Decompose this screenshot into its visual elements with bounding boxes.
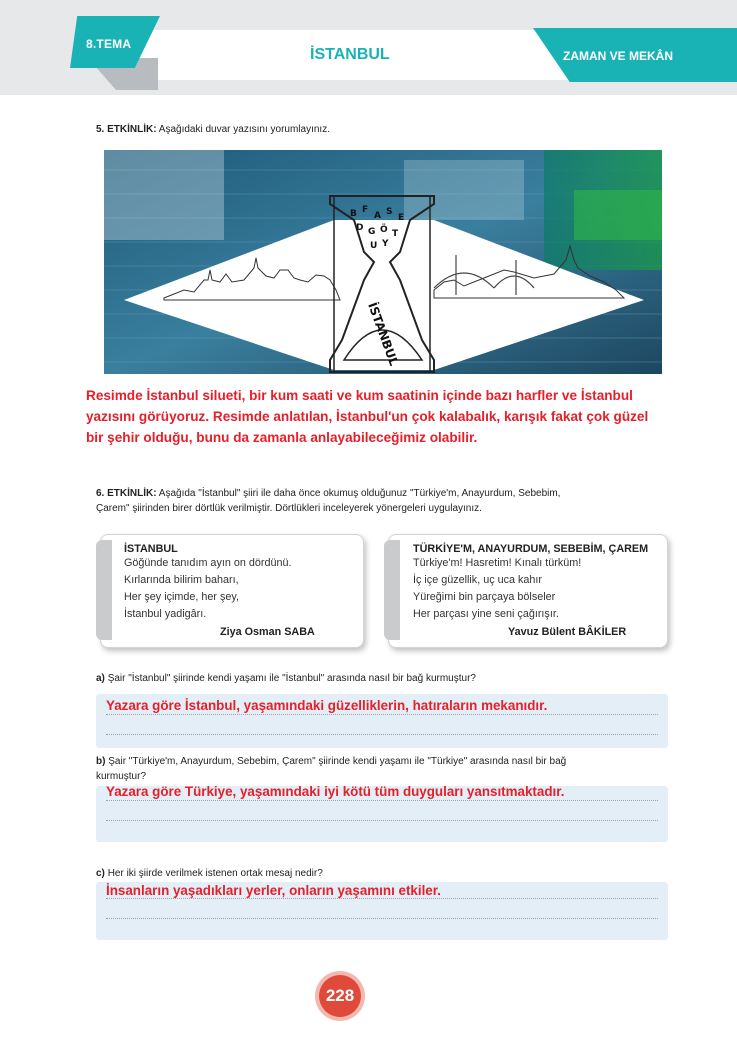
- activity5-answer: [86, 385, 686, 448]
- poem-turkiyem: [413, 543, 663, 623]
- section-label: ZAMAN VE MEKÂN: [563, 49, 673, 63]
- question-text: Şair "Türkiye'm, Anayurdum, Sebebim, Çarem" şiirinde kendi yaşamı ile "Türkiye" arasında nasıl bir bağ: [108, 756, 567, 767]
- question-text: Her iki şiirde verilmek istenen ortak mesaj nedir?: [107, 868, 323, 879]
- svg-text:G: G: [368, 227, 376, 237]
- activity5-instruction: Aşağıdaki duvar yazısını yorumlayınız.: [158, 124, 330, 135]
- question-b: [96, 754, 670, 784]
- question-label: c): [96, 868, 105, 879]
- svg-text:T: T: [392, 229, 399, 239]
- question-text: kurmuştur?: [96, 771, 147, 782]
- activity6-label: 6. ETKİNLİK:: [96, 488, 157, 499]
- poem-author: Ziya Osman SABA: [220, 626, 315, 638]
- question-text: Şair "İstanbul" şiirinde kendi yaşamı ile "İstanbul" arasında nasıl bir bağ kurmuştur?: [107, 673, 476, 684]
- poem-line: İç içe güzellik, uç uca kahır: [413, 574, 543, 586]
- svg-text:B: B: [350, 209, 357, 219]
- question-c: [96, 866, 676, 881]
- poem-line: Kırlarında bilirim baharı,: [124, 574, 239, 586]
- dotted-line: [106, 820, 658, 821]
- poem-line: İstanbul yadigârı.: [124, 608, 207, 620]
- page-title: İSTANBUL: [310, 46, 390, 63]
- poem-title: İSTANBUL: [124, 543, 178, 555]
- answer-b: Yazara göre Türkiye, yaşamındaki iyi kötü tüm duyguları yansıtmaktadır.: [106, 784, 565, 799]
- theme-label: 8.TEMA: [86, 37, 132, 51]
- activity5-prompt: [96, 122, 330, 137]
- svg-text:F: F: [362, 205, 369, 215]
- answer-line: bir şehir olduğu, bunu da zamanla anlayabileceğimiz olabilir.: [86, 430, 478, 445]
- poem-title: TÜRKİYE'M, ANAYURDUM, SEBEBİM, ÇAREM: [413, 543, 649, 555]
- poem-istanbul: [124, 543, 354, 623]
- svg-text:A: A: [374, 211, 381, 221]
- graffiti-mural-image: [104, 150, 662, 374]
- poem-line: Göğünde tanıdım ayın on dördünü.: [124, 557, 292, 569]
- svg-text:U: U: [370, 241, 378, 251]
- mural-illustration: [104, 150, 662, 374]
- activity6-instruction-line1: Aşağıda "İstanbul" şiiri ile daha önce okumuş olduğunuz "Türkiye'm, Anayurdum, Sebebim,: [158, 488, 561, 499]
- poem-box-tab: [384, 540, 400, 640]
- question-label: a): [96, 673, 105, 684]
- poem-line: Yüreğimi bin parçaya bölseler: [413, 591, 556, 603]
- poem-box-tab: [96, 540, 112, 640]
- dotted-line: [106, 918, 658, 919]
- svg-text:Y: Y: [382, 239, 389, 249]
- page-number: 228: [325, 986, 355, 1005]
- svg-text:D: D: [356, 223, 364, 233]
- answer-c: İnsanların yaşadıkları yerler, onların yaşamını etkiler.: [106, 883, 441, 898]
- activity6-instruction-line2: Çarem" şiirinden birer dörtlük verilmiştir. Dörtlükleri inceleyerek yönergeleri uygulayınız.: [96, 503, 482, 514]
- answer-line: Resimde İstanbul silueti, bir kum saati ve kum saatinin içinde bazı harfler ve İstanbul: [86, 388, 633, 403]
- activity5-label: 5. ETKİNLİK:: [96, 124, 157, 135]
- svg-text:Ö: Ö: [380, 225, 388, 235]
- poem-line: Her parçası yine seni çağırışır.: [413, 608, 559, 620]
- mural-istanbul-letters: İSTANBUL: [365, 300, 401, 368]
- activity6-prompt: [96, 486, 676, 516]
- svg-text:E: E: [398, 213, 405, 223]
- question-a: [96, 671, 676, 686]
- svg-text:S: S: [386, 207, 393, 217]
- dotted-line: [106, 734, 658, 735]
- poem-line: Her şey içimde, her şey,: [124, 591, 240, 603]
- answer-a: Yazara göre İstanbul, yaşamındaki güzelliklerin, hatıraların mekanıdır.: [106, 698, 548, 713]
- poem-author: Yavuz Bülent BÂKİLER: [508, 626, 627, 638]
- question-label: b): [96, 756, 106, 767]
- answer-line: yazısını görüyoruz. Resimde anlatılan, İstanbul'un çok kalabalık, karışık fakat çok güzel: [86, 409, 649, 424]
- poem-line: Türkiye'm! Hasretim! Kınalı türküm!: [413, 557, 582, 569]
